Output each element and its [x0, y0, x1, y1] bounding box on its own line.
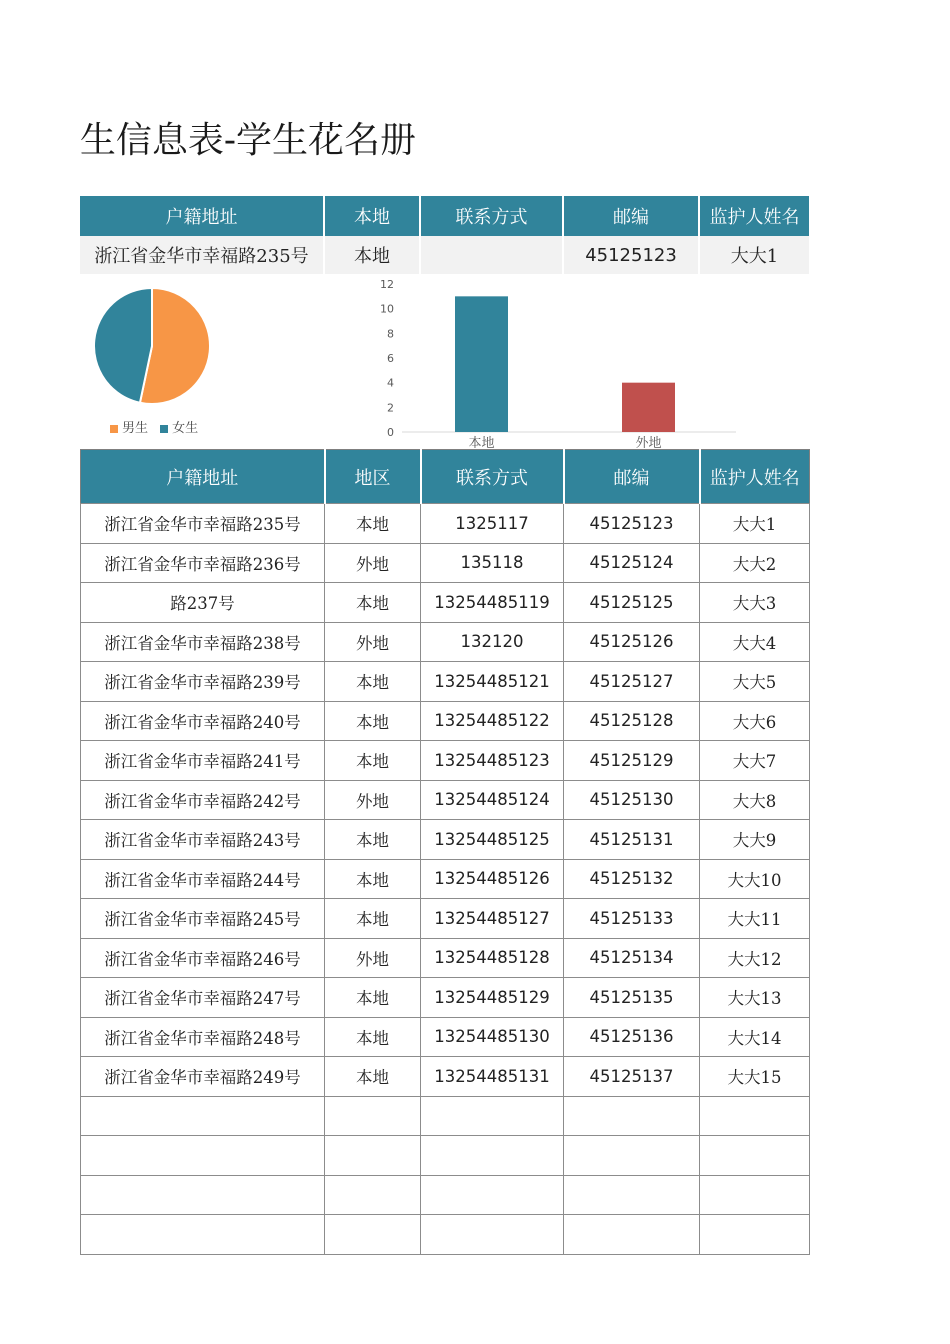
summary-row [80, 236, 809, 274]
table-row [81, 859, 810, 899]
table-row [81, 543, 810, 583]
table-cell[interactable]: 本地 [325, 504, 421, 544]
table-cell[interactable]: 13254485125 [421, 820, 564, 860]
header-cell[interactable]: 联系方式 [421, 450, 564, 504]
table-cell[interactable]: 45125131 [564, 820, 700, 860]
table-row [81, 504, 810, 544]
table-row [81, 583, 810, 623]
table-cell[interactable] [564, 1215, 700, 1255]
header-cell[interactable]: 邮编 [563, 196, 699, 236]
table-cell[interactable]: 45125125 [564, 583, 700, 623]
student-roster-table [80, 449, 810, 1255]
table-cell[interactable]: 本地 [325, 662, 421, 702]
table-cell[interactable]: 45125133 [564, 899, 700, 939]
table-cell[interactable]: 本地 [324, 236, 420, 274]
table-cell[interactable] [421, 1096, 564, 1136]
table-cell[interactable]: 45125128 [564, 701, 700, 741]
table-cell[interactable]: 外地 [325, 780, 421, 820]
table-cell[interactable]: 大大5 [700, 662, 810, 702]
header-cell[interactable]: 邮编 [564, 450, 700, 504]
table-cell[interactable]: 大大14 [700, 1017, 810, 1057]
pie-slice-1[interactable] [94, 288, 152, 403]
pie-legend [110, 417, 206, 436]
table-cell[interactable] [564, 1136, 700, 1176]
table-cell[interactable]: 45125126 [564, 622, 700, 662]
legend-swatch [160, 425, 168, 433]
table-cell[interactable]: 45125129 [564, 741, 700, 781]
table-cell[interactable]: 13254485121 [421, 662, 564, 702]
table-cell[interactable] [325, 1215, 421, 1255]
header-cell[interactable]: 户籍地址 [80, 196, 324, 236]
table-cell[interactable]: 13254485126 [421, 859, 564, 899]
table-cell[interactable]: 本地 [325, 1057, 421, 1097]
table-cell[interactable]: 本地 [325, 820, 421, 860]
x-tick-label: 本地 [468, 436, 495, 448]
table-cell[interactable]: 本地 [325, 741, 421, 781]
table-cell[interactable]: 45125127 [564, 662, 700, 702]
y-tick-label: 0 [387, 426, 394, 439]
x-tick-label: 外地 [635, 436, 662, 448]
table-cell[interactable]: 45125123 [563, 236, 699, 274]
table-cell[interactable]: 45125137 [564, 1057, 700, 1097]
table-cell[interactable]: 大大9 [700, 820, 810, 860]
table-cell[interactable] [81, 1136, 325, 1176]
table-cell[interactable]: 浙江省金华市幸福路249号 [81, 1057, 325, 1097]
summary-header-row [80, 196, 809, 236]
table-cell[interactable] [700, 1096, 810, 1136]
table-cell[interactable]: 外地 [325, 938, 421, 978]
y-tick-label: 4 [387, 376, 394, 390]
header-cell[interactable]: 本地 [324, 196, 420, 236]
table-row [81, 820, 810, 860]
header-cell[interactable]: 联系方式 [420, 196, 563, 236]
legend-swatch [110, 425, 118, 433]
table-cell[interactable]: 浙江省金华市幸福路238号 [81, 622, 325, 662]
table-row [81, 899, 810, 939]
summary-table [80, 196, 809, 274]
table-cell[interactable]: 浙江省金华市幸福路235号 [80, 236, 324, 274]
table-cell[interactable] [325, 1096, 421, 1136]
y-tick-label: 2 [387, 401, 394, 415]
table-cell[interactable] [421, 1175, 564, 1215]
page-title [0, 112, 460, 168]
table-cell[interactable] [700, 1215, 810, 1255]
table-cell[interactable] [325, 1175, 421, 1215]
table-cell[interactable]: 浙江省金华市幸福路243号 [81, 820, 325, 860]
table-cell[interactable]: 大大7 [700, 741, 810, 781]
table-row [81, 701, 810, 741]
table-row [81, 622, 810, 662]
table-cell[interactable]: 45125134 [564, 938, 700, 978]
table-cell[interactable]: 浙江省金华市幸福路239号 [81, 662, 325, 702]
table-cell[interactable]: 本地 [325, 1017, 421, 1057]
header-cell[interactable]: 监护人姓名 [700, 450, 810, 504]
y-tick-label: 8 [387, 327, 394, 341]
table-cell[interactable]: 45125124 [564, 543, 700, 583]
table-cell[interactable]: 本地 [325, 978, 421, 1018]
table-cell[interactable] [421, 1215, 564, 1255]
table-cell[interactable]: 浙江省金华市幸福路248号 [81, 1017, 325, 1057]
table-cell[interactable]: 13254485131 [421, 1057, 564, 1097]
table-cell[interactable]: 45125123 [564, 504, 700, 544]
region-bar-chart [360, 276, 750, 448]
pie-chart-svg [88, 282, 218, 412]
table-cell[interactable] [564, 1096, 700, 1136]
table-cell[interactable] [81, 1175, 325, 1215]
table-cell[interactable]: 大大3 [700, 583, 810, 623]
table-cell[interactable]: 浙江省金华市幸福路242号 [81, 780, 325, 820]
legend-label: 女生 [172, 421, 199, 436]
table-cell[interactable] [700, 1136, 810, 1176]
table-cell[interactable]: 45125132 [564, 859, 700, 899]
table-cell[interactable]: 13254485124 [421, 780, 564, 820]
table-cell[interactable]: 大大1 [700, 504, 810, 544]
table-cell[interactable] [700, 1175, 810, 1215]
table-cell[interactable]: 浙江省金华市幸福路235号 [81, 504, 325, 544]
table-cell[interactable]: 浙江省金华市幸福路245号 [81, 899, 325, 939]
roster-header-row [81, 450, 810, 504]
bar-1[interactable] [622, 383, 675, 432]
table-cell[interactable]: 大大2 [700, 543, 810, 583]
table-cell[interactable]: 1325117 [421, 504, 564, 544]
table-row [81, 938, 810, 978]
table-cell[interactable]: 45125136 [564, 1017, 700, 1057]
table-cell[interactable]: 本地 [325, 583, 421, 623]
table-cell[interactable]: 大大1 [699, 236, 809, 274]
table-cell[interactable]: 大大11 [700, 899, 810, 939]
table-row [81, 780, 810, 820]
legend-label: 男生 [122, 421, 149, 436]
table-cell[interactable]: 浙江省金华市幸福路247号 [81, 978, 325, 1018]
table-row [81, 662, 810, 702]
header-cell[interactable]: 户籍地址 [81, 450, 325, 504]
table-cell[interactable]: 13254485127 [421, 899, 564, 939]
table-cell[interactable]: 13254485123 [421, 741, 564, 781]
legend-item-female [160, 421, 198, 436]
table-cell[interactable] [81, 1215, 325, 1255]
table-row [81, 1096, 810, 1136]
header-cell[interactable]: 监护人姓名 [699, 196, 809, 236]
table-cell[interactable]: 132120 [421, 622, 564, 662]
table-cell[interactable]: 浙江省金华市幸福路241号 [81, 741, 325, 781]
table-cell[interactable]: 浙江省金华市幸福路244号 [81, 859, 325, 899]
table-cell[interactable]: 本地 [325, 701, 421, 741]
table-cell[interactable]: 浙江省金华市幸福路236号 [81, 543, 325, 583]
table-cell[interactable]: 浙江省金华市幸福路246号 [81, 938, 325, 978]
table-cell[interactable]: 本地 [325, 899, 421, 939]
y-tick-label: 12 [380, 278, 394, 291]
header-cell[interactable]: 地区 [325, 450, 421, 504]
table-cell[interactable]: 大大6 [700, 701, 810, 741]
table-row [81, 1175, 810, 1215]
table-cell[interactable]: 13254485130 [421, 1017, 564, 1057]
table-row [81, 1017, 810, 1057]
y-tick-label: 6 [387, 352, 394, 365]
table-cell[interactable]: 13254485119 [421, 583, 564, 623]
table-row [81, 1136, 810, 1176]
table-cell[interactable] [421, 1136, 564, 1176]
page-title-text: 生信息表-学生花名册 [79, 120, 416, 161]
bar-0[interactable] [455, 296, 508, 432]
table-cell[interactable]: 135118 [421, 543, 564, 583]
table-cell[interactable]: 大大15 [700, 1057, 810, 1097]
table-cell[interactable]: 大大13 [700, 978, 810, 1018]
table-cell[interactable]: 大大8 [700, 780, 810, 820]
table-cell[interactable]: 外地 [325, 543, 421, 583]
table-cell[interactable] [325, 1136, 421, 1176]
table-cell[interactable]: 45125135 [564, 978, 700, 1018]
table-row [81, 978, 810, 1018]
table-row [81, 1057, 810, 1097]
table-cell[interactable]: 45125130 [564, 780, 700, 820]
table-cell[interactable]: 路237号 [81, 583, 325, 623]
table-cell[interactable]: 13254485129 [421, 978, 564, 1018]
table-cell[interactable]: 大大10 [700, 859, 810, 899]
table-cell[interactable] [420, 236, 563, 274]
table-cell[interactable]: 本地 [325, 859, 421, 899]
table-cell[interactable] [81, 1096, 325, 1136]
table-row [81, 1215, 810, 1255]
table-cell[interactable]: 外地 [325, 622, 421, 662]
table-cell[interactable]: 大大12 [700, 938, 810, 978]
table-cell[interactable] [564, 1175, 700, 1215]
table-cell[interactable]: 大大4 [700, 622, 810, 662]
legend-item-male [110, 421, 148, 436]
table-cell[interactable]: 13254485128 [421, 938, 564, 978]
y-tick-label: 10 [380, 302, 394, 316]
table-row [81, 741, 810, 781]
table-cell[interactable]: 13254485122 [421, 701, 564, 741]
table-cell[interactable]: 浙江省金华市幸福路240号 [81, 701, 325, 741]
